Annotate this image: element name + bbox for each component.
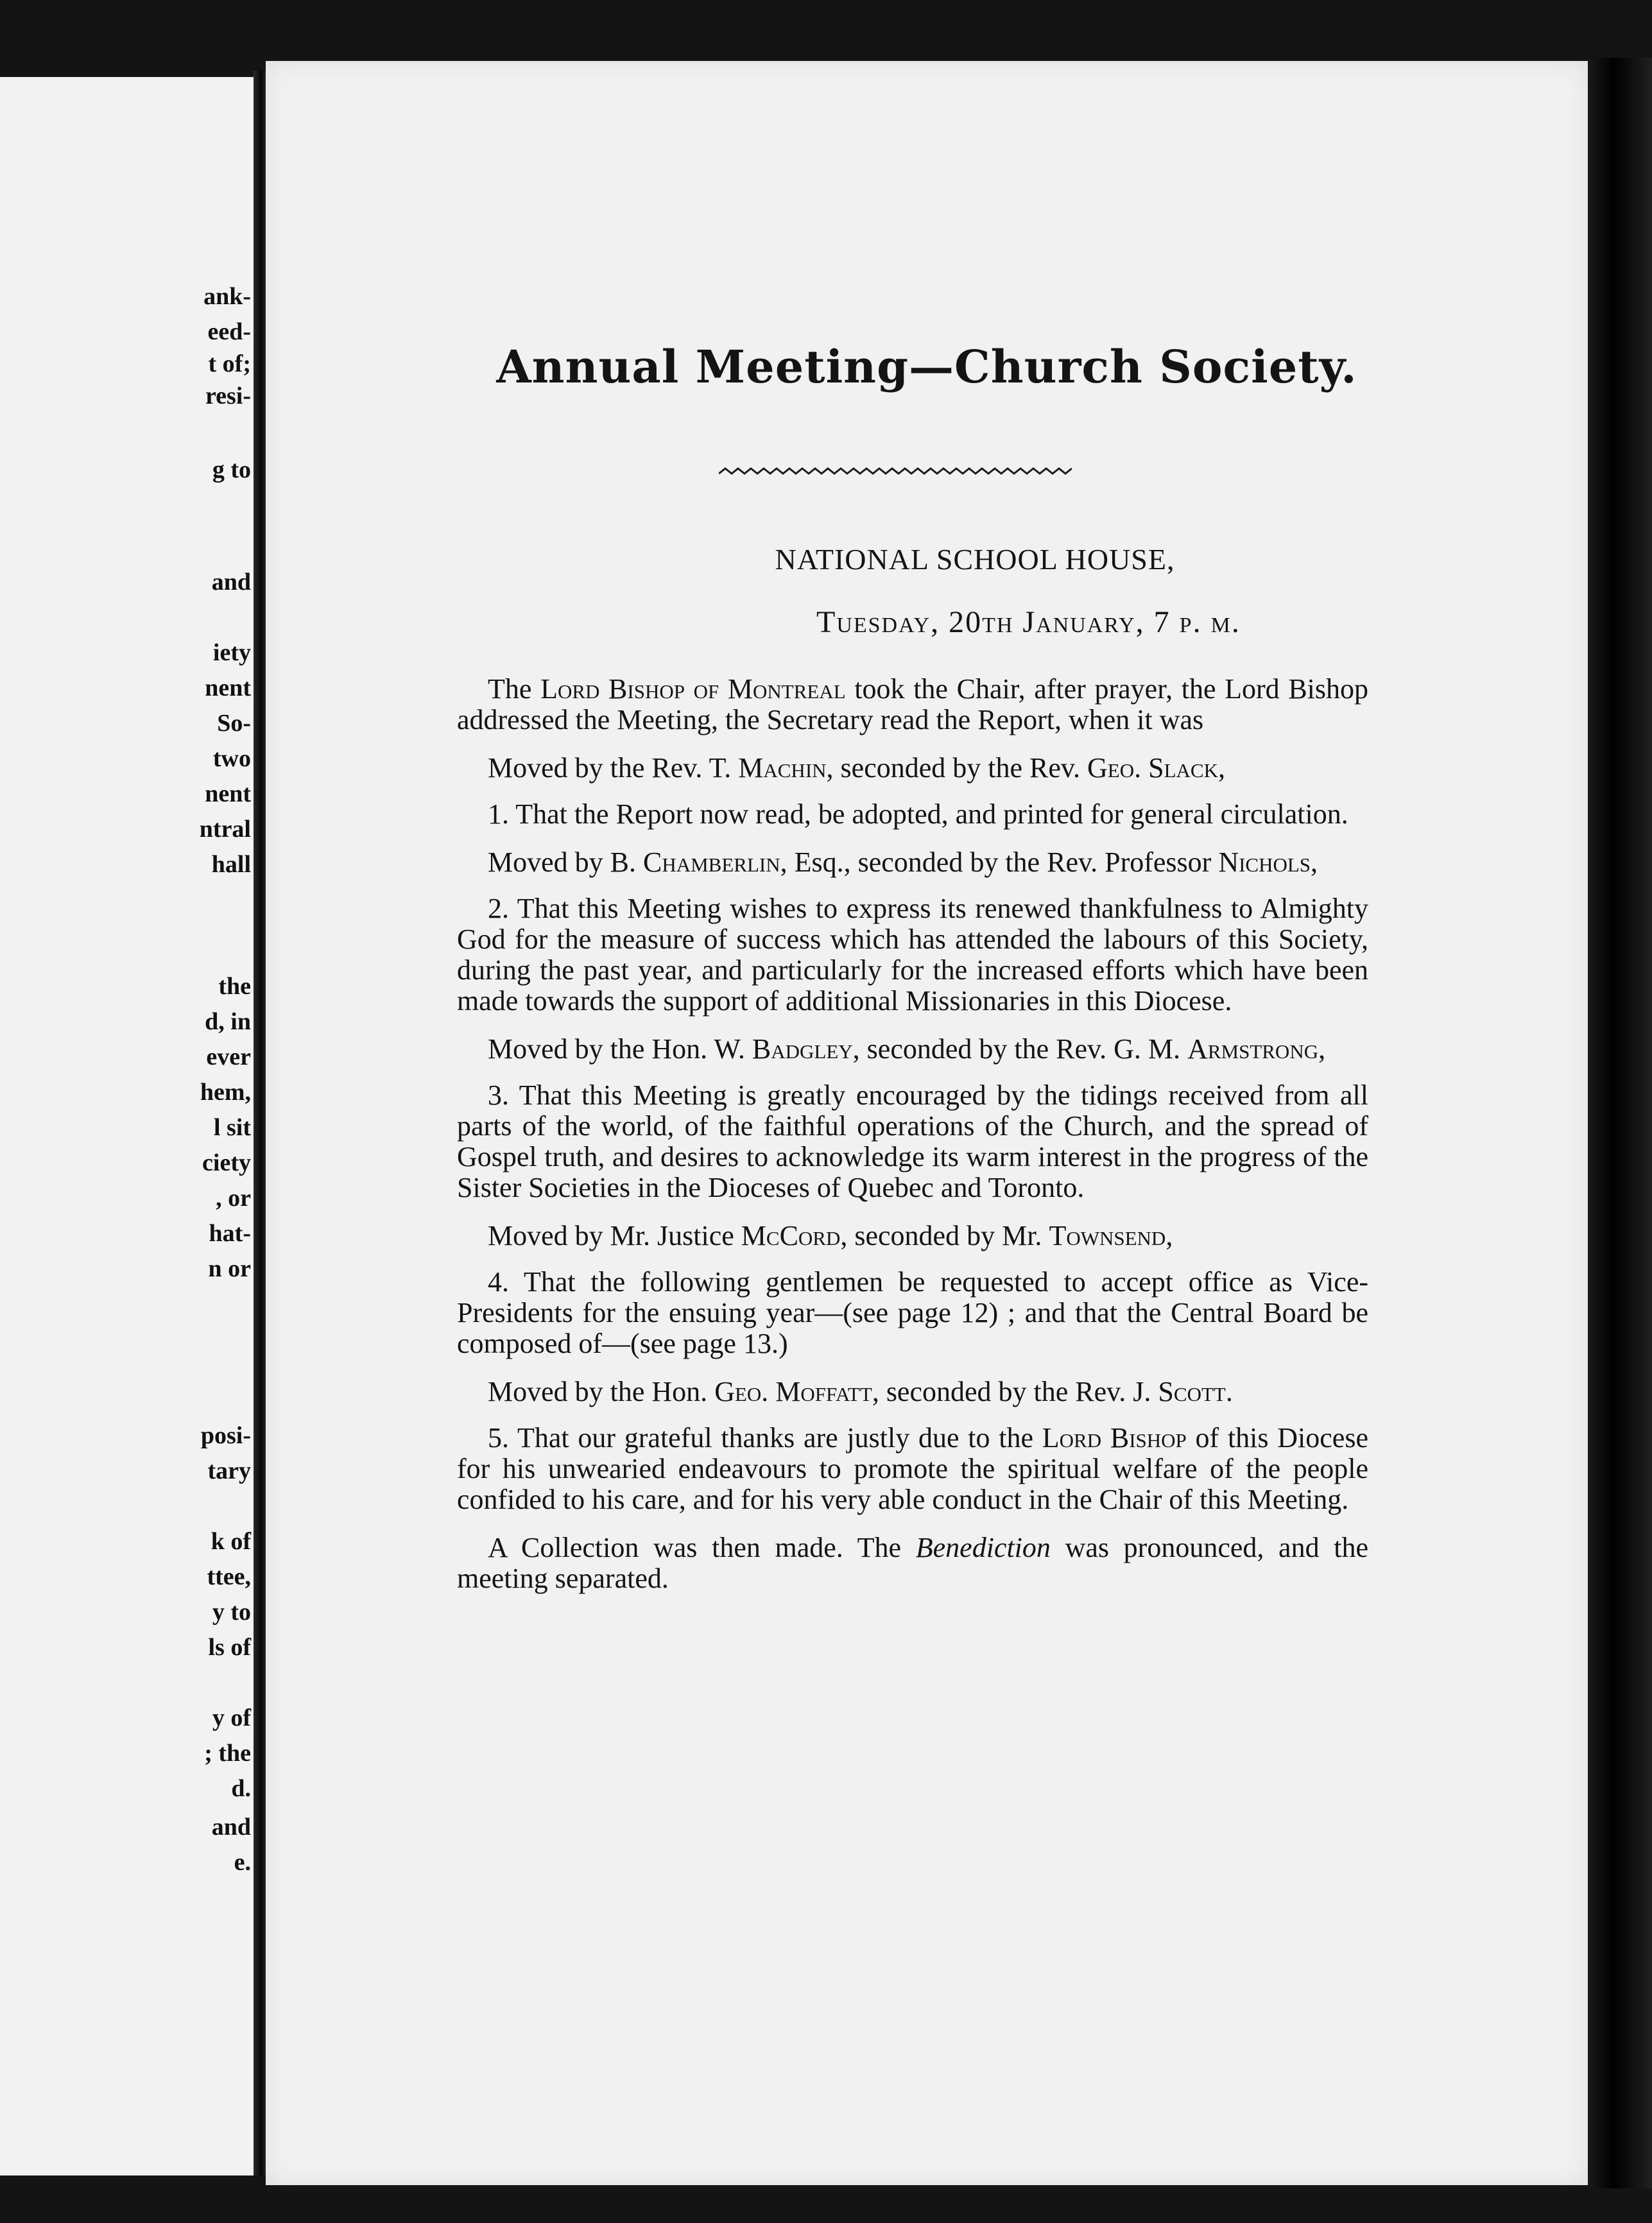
left-page-fragment: k of: [211, 1528, 251, 1555]
resolution-4: 4. That the following gentlemen be requested to accept office as Vice-Presidents for the ensuing year—(see page 12) ; and that the Central Board be composed of—(see page 13.): [457, 1266, 1368, 1359]
left-page-fragment: iety: [212, 639, 251, 666]
resolution-1: 1. That the Report now read, be adopted, and printed for general circulation.: [488, 798, 1348, 830]
left-page-fragment: posi-: [200, 1422, 251, 1449]
page-edge-shadow: [1588, 58, 1652, 2188]
minutes-body: [457, 674, 1368, 1611]
left-page-fragment: ciety: [202, 1149, 251, 1176]
left-page-text-fragments: [0, 77, 260, 2176]
left-page-fragment: nent: [205, 780, 251, 807]
left-page-fragment: y to: [212, 1599, 251, 1626]
closing-paragraph: A Collection was then made. The Benediction was pronounced, and the meeting separated.: [457, 1532, 1369, 1594]
left-page-fragment: hat-: [209, 1220, 251, 1247]
left-page-fragment: So-: [217, 710, 251, 737]
resolution-3: 3. That this Meeting is greatly encouraged by the tidings received from all parts of the world, of the faithful operations of the Church, and the spread of Gospel truth, and desires to acknowledge its warm interest in the progress of the Sister Societies in the Dioceses of Quebec and Toronto.: [457, 1079, 1368, 1203]
left-page-fragment: ank-: [203, 283, 251, 310]
motion-mover-2: Moved by B. Chamberlin, Esq., seconded by the Rev. Professor Nichols,: [488, 846, 1318, 878]
venue-line: NATIONAL SCHOOL HOUSE,: [775, 543, 1175, 576]
left-page-fragment: l sit: [213, 1114, 251, 1141]
left-page-fragment: two: [212, 745, 251, 772]
left-page-fragment: ever: [206, 1043, 251, 1070]
resolution-5: 5. That our grateful thanks are justly due to the Lord Bishop of this Diocese for his unwearied endeavours to promote the spiritual welfare of the people confided to his care, and for his very able conduct in the Chair of this Meeting.: [457, 1422, 1368, 1515]
decorative-rule: [719, 461, 1072, 480]
left-page-fragment: n or: [208, 1255, 251, 1282]
left-page-fragment: hall: [211, 851, 251, 878]
left-page-fragment: and: [211, 1814, 251, 1841]
motion-mover-1: Moved by the Rev. T. Machin, seconded by the Rev. Geo. Slack,: [488, 752, 1225, 784]
intro-paragraph: The Lord Bishop of Montreal took the Chair, after prayer, the Lord Bishop addressed the Meeting, the Secretary read the Report, when it was: [457, 673, 1369, 735]
left-page-fragment: eed-: [207, 318, 251, 345]
left-page-fragment: g to: [212, 456, 251, 483]
left-page-fragment: d, in: [205, 1008, 251, 1035]
left-page-fragment: the: [218, 973, 251, 1000]
left-page-fragment: ntral: [199, 816, 251, 843]
left-page-fragment: ls of: [208, 1634, 251, 1661]
left-page-fragment: and: [211, 569, 251, 596]
left-page-fragment: nent: [205, 674, 251, 701]
left-page-fragment: resi-: [205, 382, 251, 409]
left-page-fragment: ttee,: [207, 1563, 251, 1590]
left-page-fragment: tary: [207, 1457, 251, 1484]
motion-mover-4: Moved by Mr. Justice McCord, seconded by Mr. Townsend,: [488, 1220, 1173, 1251]
left-page-fragment: , or: [216, 1185, 251, 1212]
left-page-fragment: y of: [212, 1704, 251, 1731]
page-heading: Annual Meeting—Church Society.: [496, 340, 1357, 393]
resolution-2: 2. That this Meeting wishes to express its renewed thankfulness to Almighty God for the measure of success which has attended the labours of this Society, during the past year, and particularly for the increased efforts which have been made towards the support of additional Missionaries in this Diocese.: [457, 893, 1368, 1017]
left-page-fragment: t of;: [208, 350, 251, 377]
left-page-fragment: e.: [234, 1849, 251, 1876]
left-page-fragment: d.: [231, 1775, 251, 1802]
motion-mover-3: Moved by the Hon. W. Badgley, seconded by the Rev. G. M. Armstrong,: [488, 1033, 1326, 1065]
left-page-fragment: hem,: [200, 1079, 251, 1106]
date-line: Tuesday, 20th January, 7 p. m.: [816, 605, 1241, 639]
motion-mover-5: Moved by the Hon. Geo. Moffatt, seconded by the Rev. J. Scott.: [488, 1376, 1233, 1407]
left-page-fragment: ; the: [204, 1740, 251, 1767]
left-page: [0, 77, 263, 2176]
